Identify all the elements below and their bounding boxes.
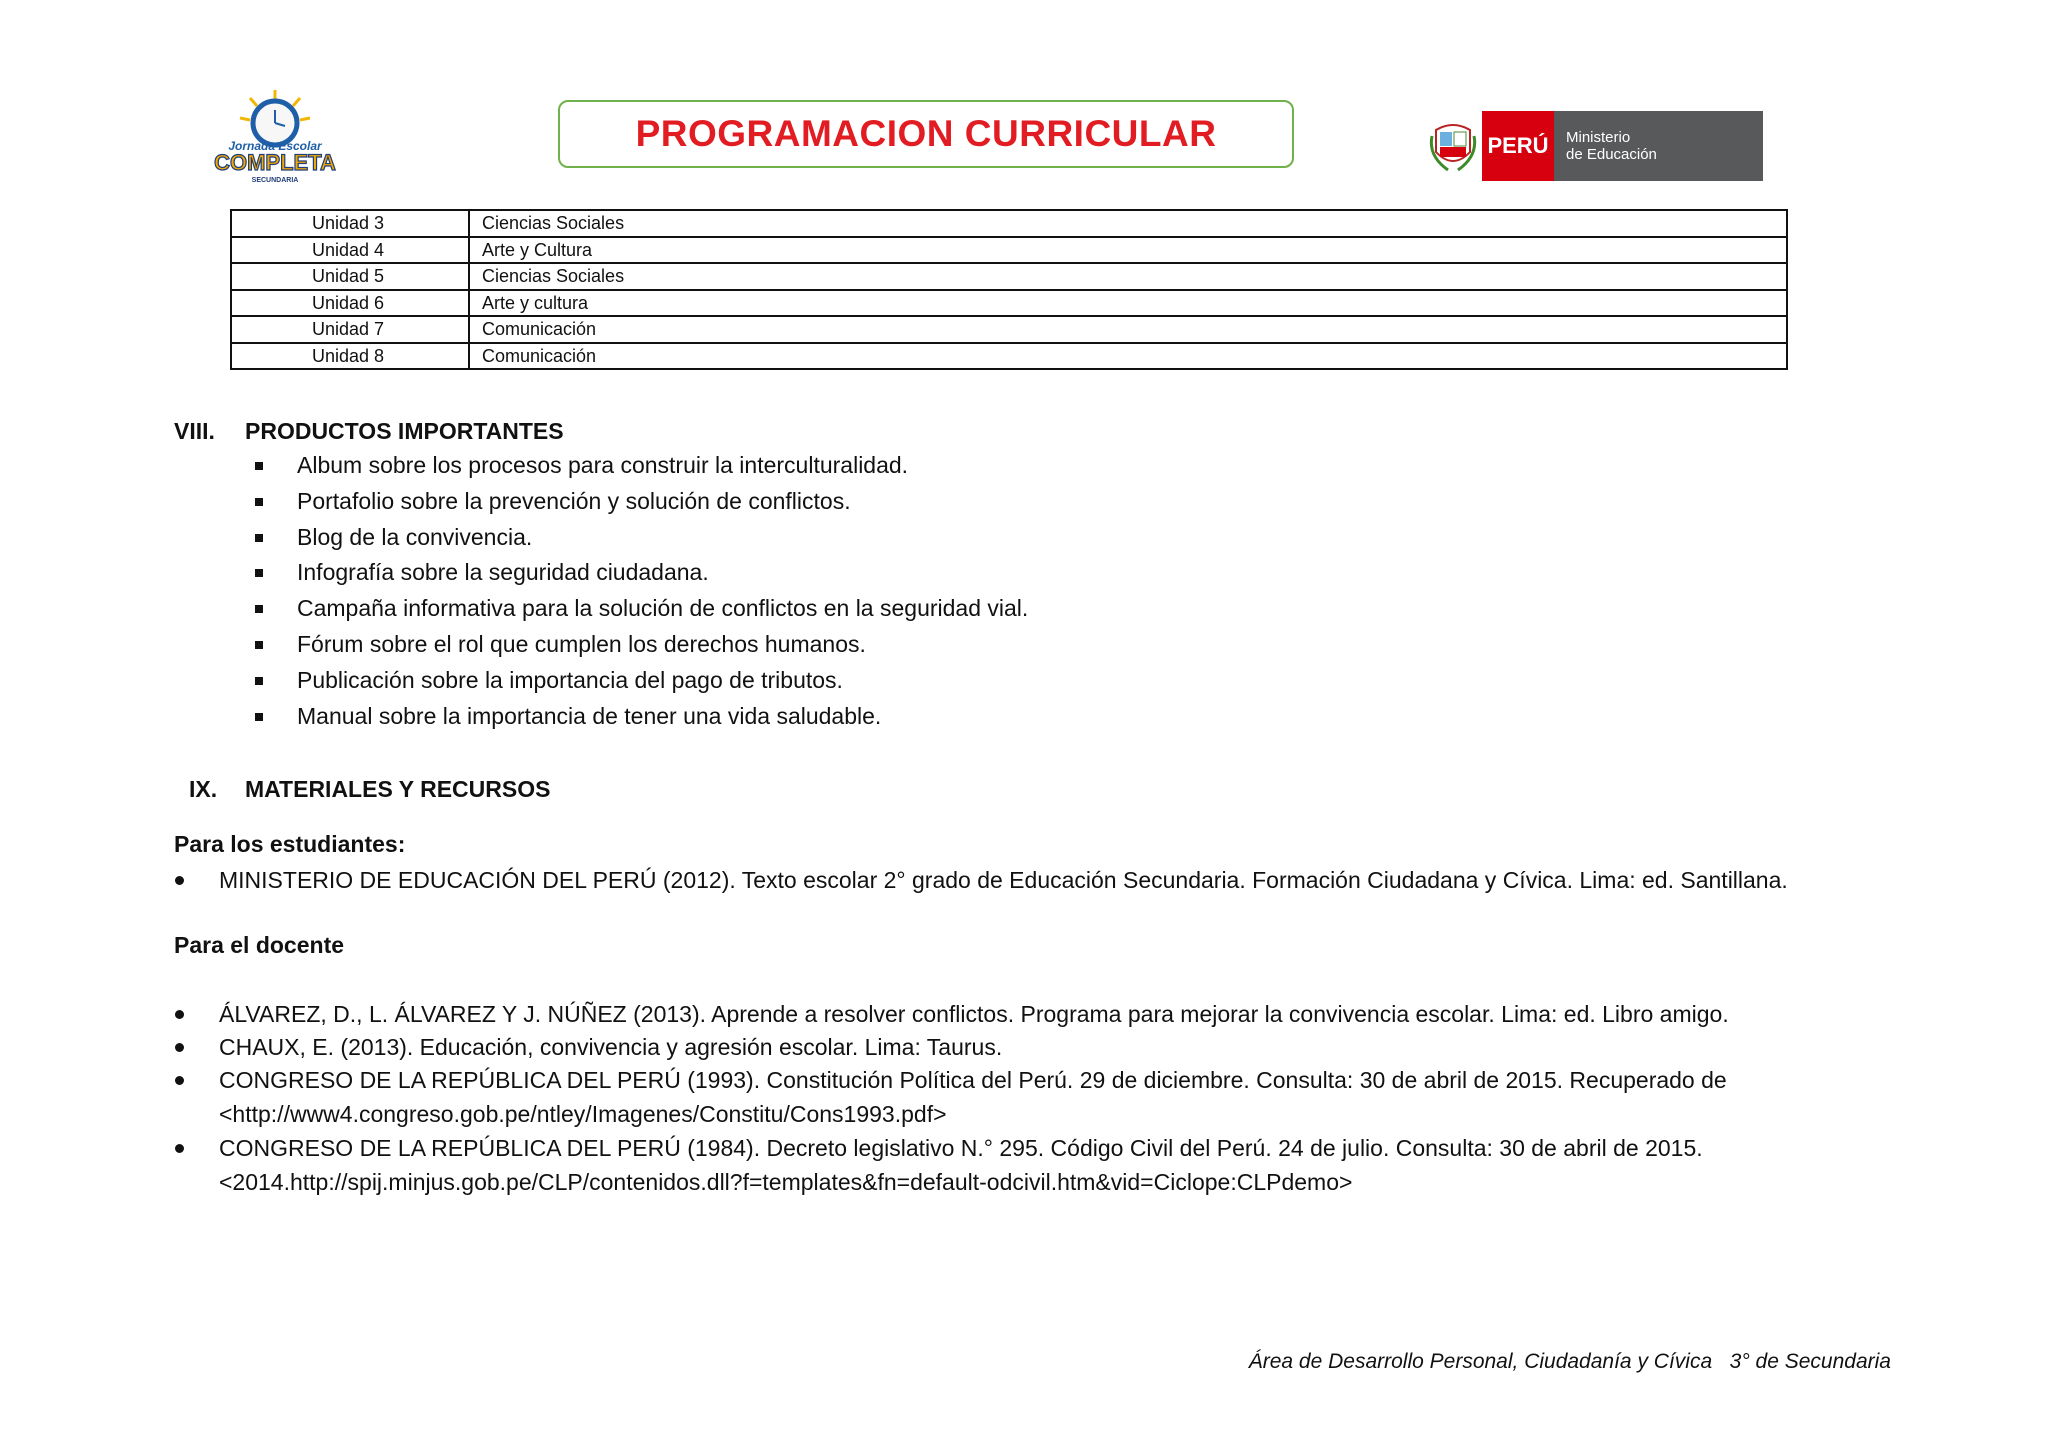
products-list [255, 452, 1028, 738]
area-cell: Arte y Cultura [469, 237, 1787, 264]
reference-item: CONGRESO DE LA REPÚBLICA DEL PERÚ (1993). Constitución Política del Perú. 29 de diciembre. Consulta: 30 de abril de 2015. Recuperado de <http://www4.congreso.gob.pe/ntley/Imagenes/Constitu/Cons1993.pdf> [175, 1063, 1727, 1131]
square-bullet-icon [255, 498, 263, 506]
svg-text:SECUNDARIA: SECUNDARIA [251, 177, 299, 184]
table-row [231, 210, 1787, 237]
unit-cell: Unidad 8 [231, 343, 469, 370]
section-8-number: VIII. [174, 418, 215, 444]
svg-text:Jornada Escolar: Jornada Escolar [228, 139, 322, 153]
reference-item: CONGRESO DE LA REPÚBLICA DEL PERÚ (1984). Decreto legislativo N.° 295. Código Civil del Perú. 24 de julio. Consulta: 30 de abril de 2015. <2014.http://spij.minjus.gob.pe/CLP/contenidos.dll?f=templates&fn=default-odcivil.htm&vid=Ciclope:CLPdemo> [175, 1131, 1703, 1199]
area-cell: Ciencias Sociales [469, 263, 1787, 290]
students-reference-item: MINISTERIO DE EDUCACIÓN DEL PERÚ (2012). Texto escolar 2° grado de Educación Secundaria. Formación Ciudadana y Cívica. Lima: ed. Santillana. [175, 863, 1788, 897]
units-table [230, 209, 1788, 370]
list-item: Blog de la convivencia. [255, 524, 1028, 560]
list-item: Infografía sobre la seguridad ciudadana. [255, 559, 1028, 595]
area-cell: Comunicación [469, 316, 1787, 343]
list-item: Fórum sobre el rol que cumplen los derechos humanos. [255, 631, 1028, 667]
square-bullet-icon [255, 462, 263, 470]
reference-item: ÁLVAREZ, D., L. ÁLVAREZ Y J. NÚÑEZ (2013). Aprende a resolver conflictos. Programa para mejorar la convivencia escolar. Lima: ed. Libro amigo. [175, 997, 1729, 1031]
area-cell: Comunicación [469, 343, 1787, 370]
ministerio-educacion-logo [1428, 108, 1763, 182]
bullet-icon [175, 876, 184, 885]
table-row [231, 343, 1787, 370]
peru-coat-of-arms-icon [1428, 116, 1478, 176]
unit-cell: Unidad 6 [231, 290, 469, 317]
peru-label: PERÚ [1482, 111, 1554, 181]
table-row [231, 237, 1787, 264]
table-row [231, 263, 1787, 290]
jornada-escolar-completa-logo [205, 88, 345, 188]
square-bullet-icon [255, 569, 263, 577]
table-row [231, 290, 1787, 317]
section-9-number: IX. [189, 776, 218, 802]
unit-cell: Unidad 7 [231, 316, 469, 343]
document-title: PROGRAMACION CURRICULAR [635, 113, 1217, 154]
table-row [231, 316, 1787, 343]
bullet-icon [175, 1076, 184, 1085]
svg-text:COMPLETA: COMPLETA [214, 150, 336, 175]
bullet-icon [175, 1010, 184, 1019]
bullet-icon [175, 1043, 184, 1052]
unit-cell: Unidad 5 [231, 263, 469, 290]
area-cell: Arte y cultura [469, 290, 1787, 317]
section-9-title: MATERIALES Y RECURSOS [245, 776, 551, 802]
bullet-icon [175, 1144, 184, 1153]
unit-cell: Unidad 3 [231, 210, 469, 237]
teacher-heading: Para el docente [174, 932, 345, 958]
page-footer: Área de Desarrollo Personal, Ciudadanía y Cívica 3° de Secundaria [1248, 1350, 1891, 1373]
ministerio-label: Ministerio de Educación [1554, 111, 1763, 181]
square-bullet-icon [255, 534, 263, 542]
list-item: Campaña informativa para la solución de conflictos en la seguridad vial. [255, 595, 1028, 631]
area-cell: Ciencias Sociales [469, 210, 1787, 237]
list-item: Portafolio sobre la prevención y solución de conflictos. [255, 488, 1028, 524]
document-title-box [558, 100, 1294, 168]
square-bullet-icon [255, 713, 263, 721]
list-item: Album sobre los procesos para construir la interculturalidad. [255, 452, 1028, 488]
list-item: Manual sobre la importancia de tener una vida saludable. [255, 703, 1028, 739]
square-bullet-icon [255, 641, 263, 649]
unit-cell: Unidad 4 [231, 237, 469, 264]
students-heading: Para los estudiantes: [174, 831, 406, 857]
square-bullet-icon [255, 605, 263, 613]
section-8-title: PRODUCTOS IMPORTANTES [245, 418, 564, 444]
reference-item: CHAUX, E. (2013). Educación, convivencia y agresión escolar. Lima: Taurus. [175, 1030, 1002, 1064]
square-bullet-icon [255, 677, 263, 685]
list-item: Publicación sobre la importancia del pago de tributos. [255, 667, 1028, 703]
